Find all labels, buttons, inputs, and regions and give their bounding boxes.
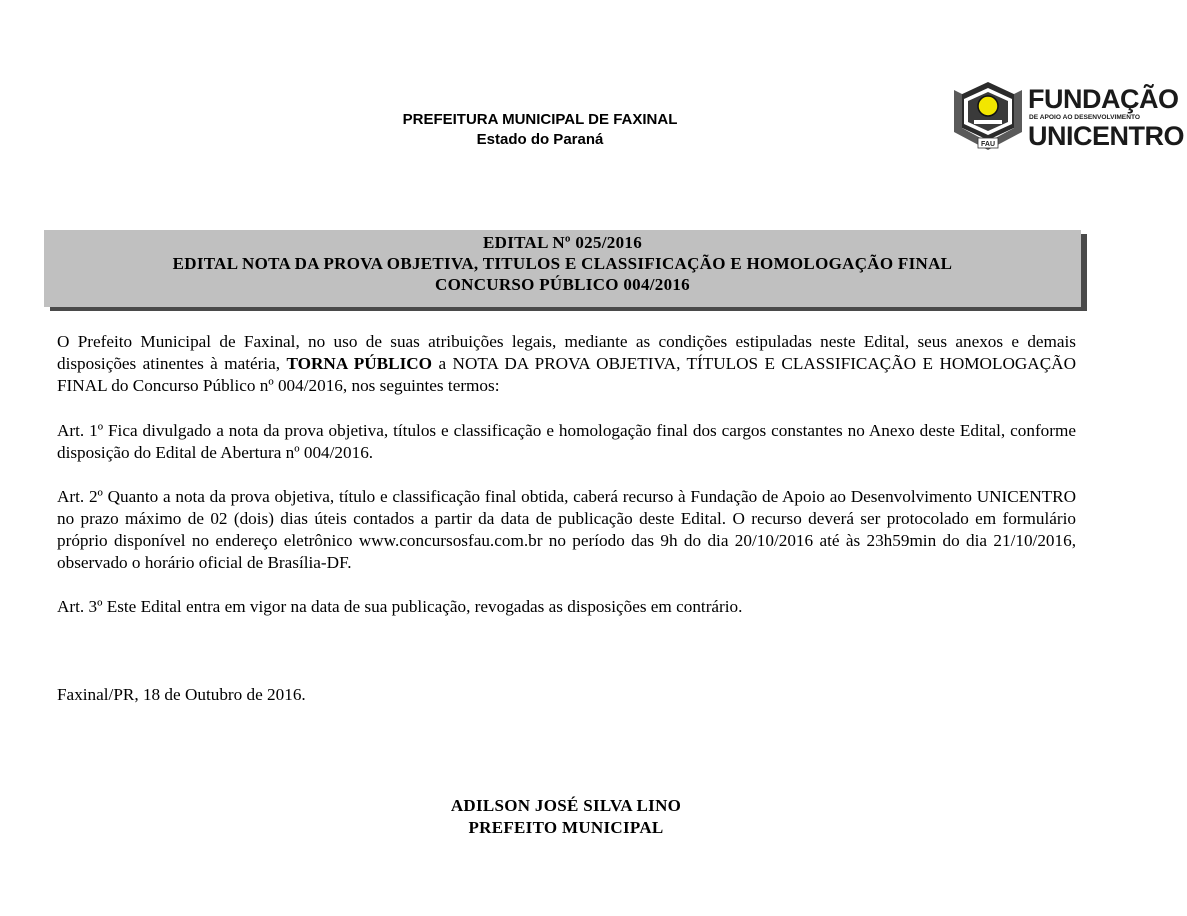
logo-tagline: DE APOIO AO DESENVOLVIMENTO	[1029, 114, 1141, 121]
article-2: Art. 2º Quanto a nota da prova objetiva, título e classificação final obtida, caberá recurso à Fundação de Apoio ao Desenvolvimento UNICENTRO no prazo máximo de 02 (dois) dias úteis contados a partir da data de publicação deste Edital. O recurso deverá ser protocolado em formulário próprio disponível no endereço eletrônico www.concursosfau.com.br no período das 9h do dia 20/10/2016 até às 23h59min do dia 21/10/2016, observado o horário oficial de Brasília-DF.	[57, 487, 1076, 572]
intro-paragraph	[57, 331, 1076, 397]
municipality-title: PREFEITURA MUNICIPAL DE FAXINAL	[402, 111, 678, 128]
intro-text-bold: TORNA PÚBLICO	[286, 354, 433, 373]
signatory-role: PREFEITO MUNICIPAL	[468, 818, 664, 837]
fau-emblem-icon	[952, 80, 1024, 152]
intro-text-after: a NOTA DA PROVA OBJETIVA, TÍTULOS E CLASSIFICAÇÃO E HOMOLOGAÇÃO FINAL do Concurso Público nº 004/2016, nos seguintes termos:	[57, 354, 1076, 395]
signatory-name: ADILSON JOSÉ SILVA LINO	[450, 796, 682, 815]
edital-title-box	[44, 230, 1081, 307]
place-date: Faxinal/PR, 18 de Outubro de 2016.	[57, 685, 306, 704]
article-3: Art. 3º Este Edital entra em vigor na data de sua publicação, revogadas as disposições em contrário.	[57, 597, 743, 616]
edital-contest: CONCURSO PÚBLICO 004/2016	[435, 275, 690, 294]
logo-name-line2: UNICENTRO	[1028, 121, 1184, 151]
state-subtitle: Estado do Paraná	[476, 131, 604, 148]
article-1: Art. 1º Fica divulgado a nota da prova objetiva, títulos e classificação e homologação final dos cargos constantes no Anexo deste Edital, conforme disposição do Edital de Abertura nº 004/2016.	[57, 421, 1076, 462]
logo-name-line1: FUNDAÇÃO	[1028, 84, 1179, 114]
fau-unicentro-logo	[952, 80, 1184, 152]
svg-text:FAU: FAU	[981, 141, 995, 148]
document-header	[330, 110, 750, 150]
edital-number: EDITAL Nº 025/2016	[483, 233, 642, 252]
signature-block	[366, 795, 766, 839]
intro-text-before: O Prefeito Municipal de Faxinal, no uso de suas atribuições legais, mediante as condições estipuladas neste Edital, seus anexos e demais disposições atinentes à matéria,	[57, 332, 1076, 373]
edital-title: EDITAL NOTA DA PROVA OBJETIVA, TITULOS E CLASSIFICAÇÃO E HOMOLOGAÇÃO FINAL	[172, 254, 953, 273]
